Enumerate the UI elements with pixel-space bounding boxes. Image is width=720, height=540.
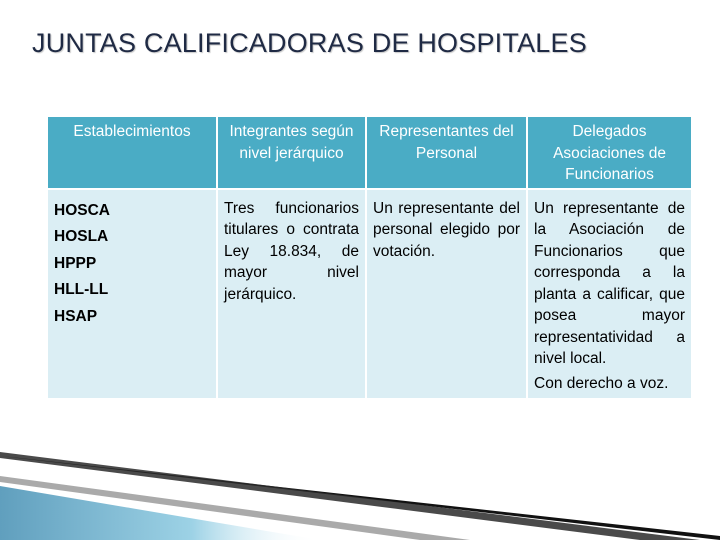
decorative-swoosh xyxy=(0,446,720,540)
delegados-text: Un representante de la Asociación de Funcionarios que corresponda a la planta a calificar, que posea mayor representatividad a nivel local. xyxy=(534,199,685,367)
list-item: HSAP xyxy=(54,307,98,325)
page-title: JUNTAS CALIFICADORAS DE HOSPITALES xyxy=(32,28,587,58)
swoosh-blue-shape xyxy=(0,486,320,540)
cell-integrantes xyxy=(217,189,366,399)
header-representantes: Representantes del Personal xyxy=(366,117,527,189)
table-header-row xyxy=(48,117,691,189)
list-item: HLL-LL xyxy=(54,281,109,298)
cell-representantes xyxy=(366,189,527,399)
header-integrantes: Integrantes según nivel jerárquico xyxy=(217,117,366,189)
establecimientos-list xyxy=(54,198,210,331)
representantes-text: Un representante del personal elegido por votación. xyxy=(373,199,520,260)
header-delegados: Delegados Asociaciones de Funcionarios xyxy=(527,117,691,189)
delegados-note: Con derecho a voz. xyxy=(534,374,669,392)
header-establecimientos: Establecimientos xyxy=(48,117,217,189)
table-row xyxy=(48,189,691,399)
list-item: HOSLA xyxy=(54,228,109,245)
juntas-table xyxy=(48,117,691,398)
list-item: HOSCA xyxy=(54,201,110,219)
cell-delegados xyxy=(527,189,691,399)
integrantes-text: Tres funcionarios titulares o contrata Ley 18.834, de mayor nivel jerárquico. xyxy=(224,199,359,303)
list-item: HPPP xyxy=(54,254,97,272)
cell-establecimientos xyxy=(48,189,217,399)
